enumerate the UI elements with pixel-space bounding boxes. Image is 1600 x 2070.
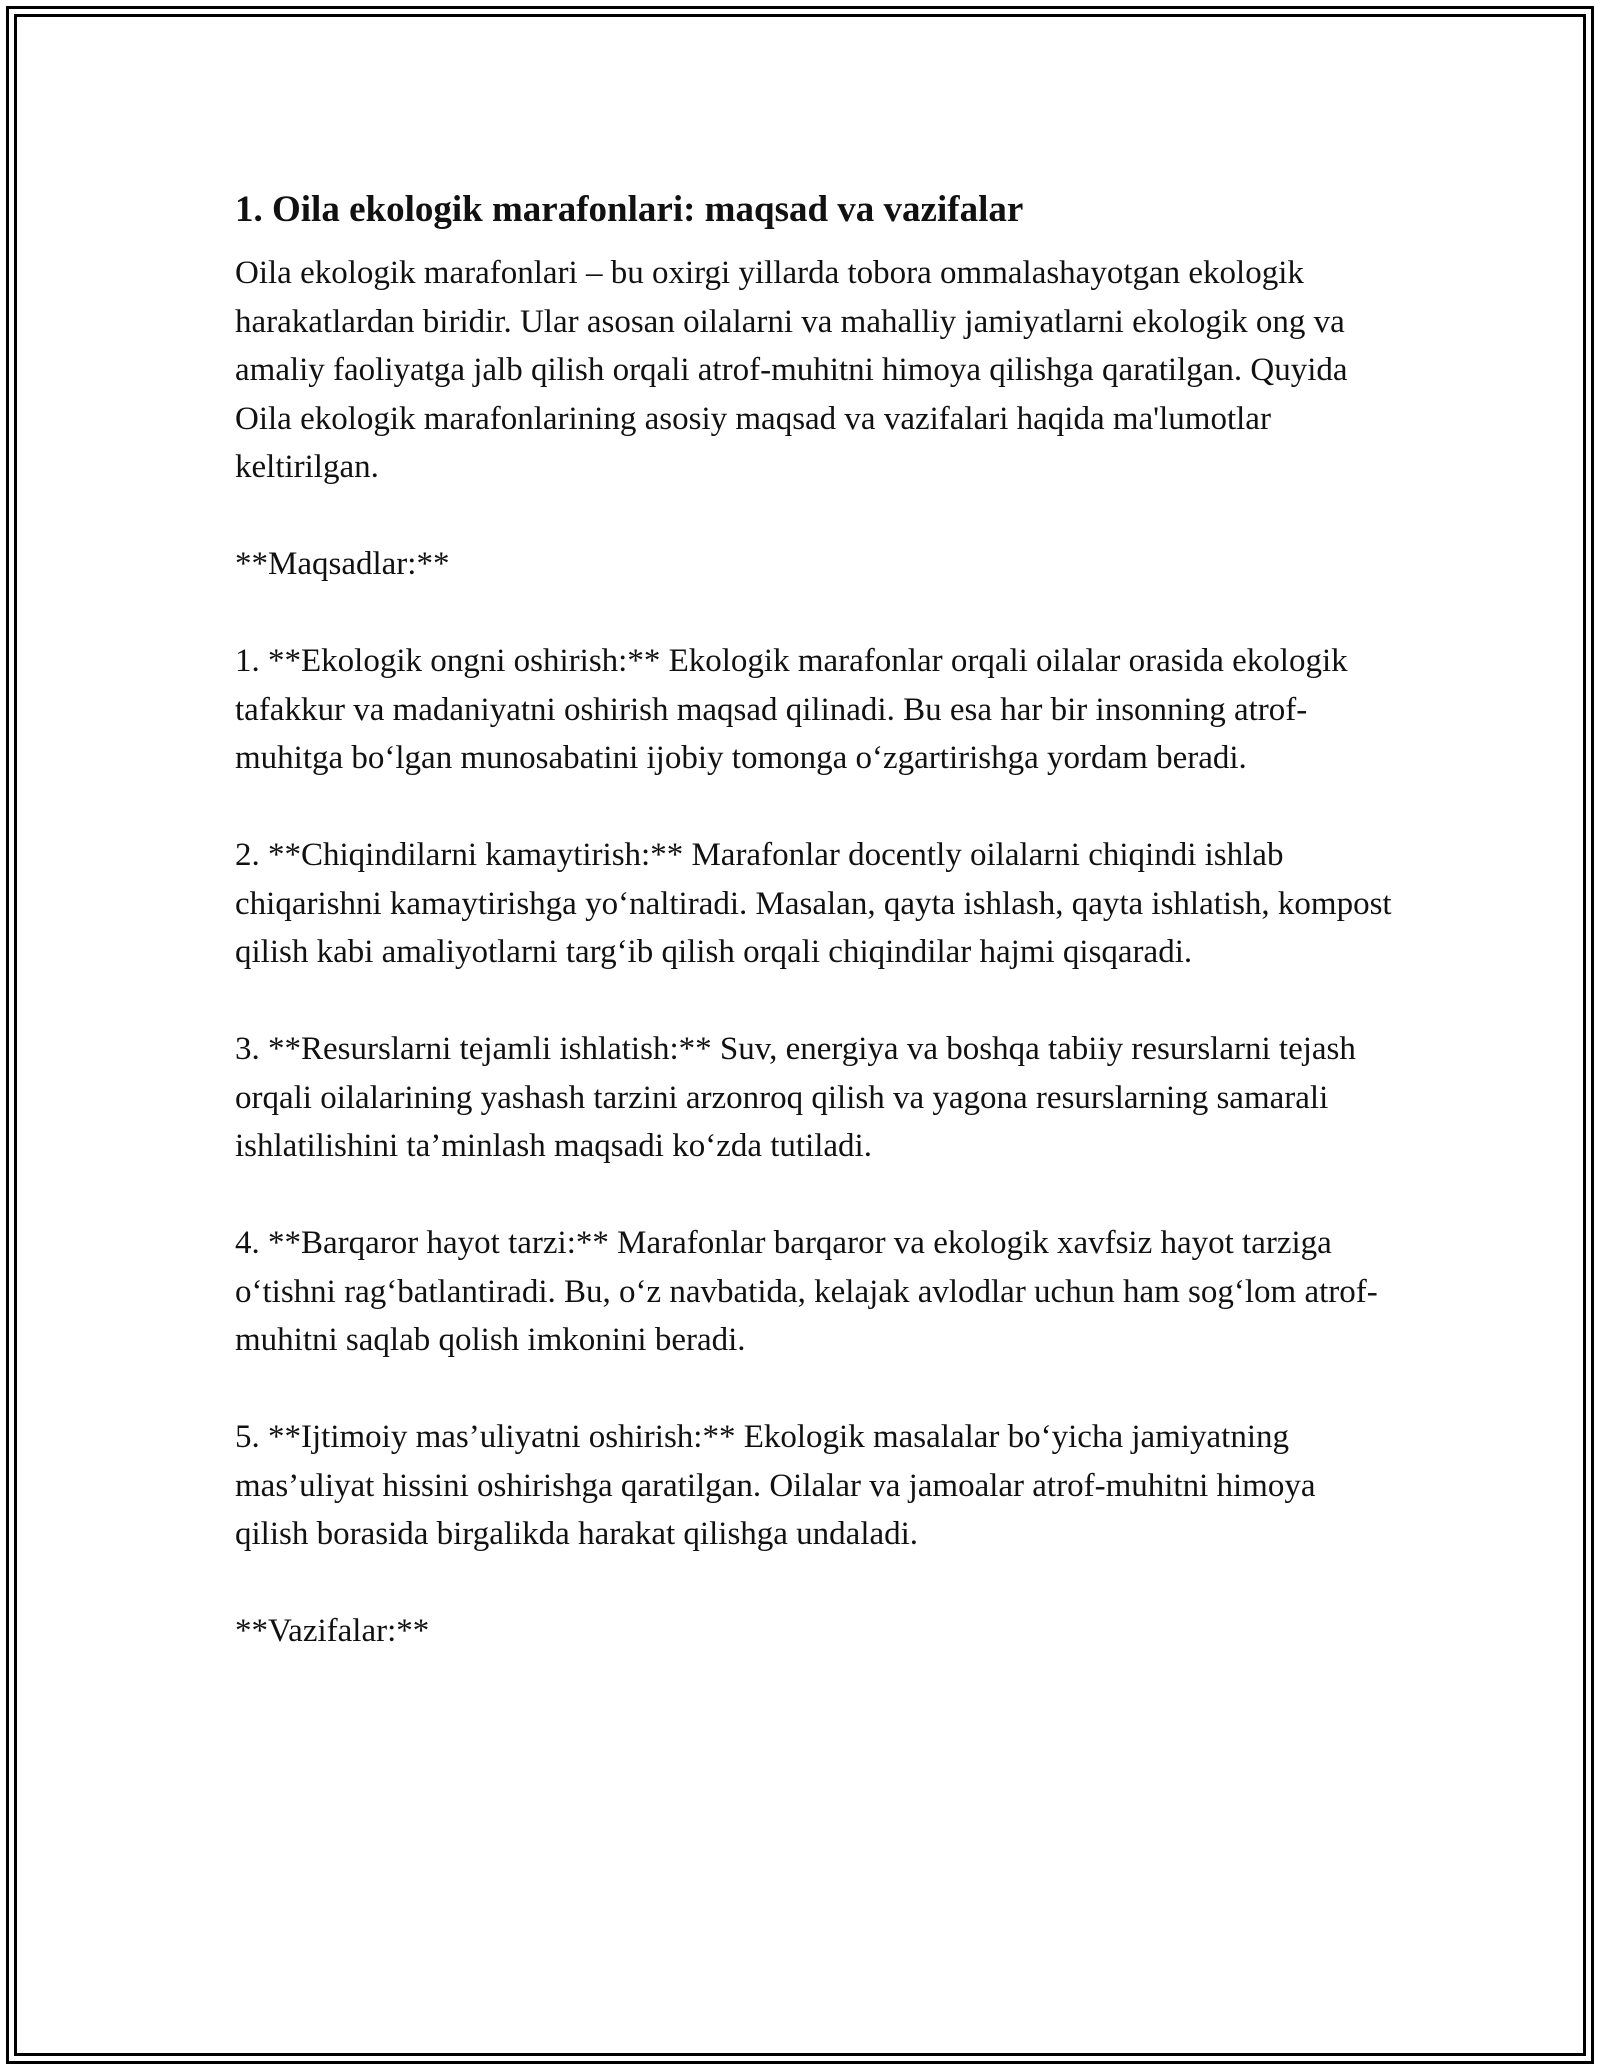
goal-item-5: 5. **Ijtimoiy mas’uliyatni oshirish:** Ekologik masalalar bo‘yicha jamiyatning mas’uliyat hissini oshirishga qaratilgan. Oilalar va jamoalar atrof-muhitni himoya qilish borasida birgalikda harakat qilishga undaladi.: [235, 1419, 1316, 1552]
tasks-label: **Vazifalar:**: [235, 1613, 430, 1649]
intro-paragraph: Oila ekologik marafonlari – bu oxirgi yillarda tobora ommalashayotgan ekologik harakatlardan biridir. Ular asosan oilalarni va mahalliy jamiyatlarni ekologik ong va amaliy faoliyatga jalb qilish orqali atrof-muhitni himoya qilishga qaratilgan. Quyida Oila ekologik marafonlarining asosiy maqsad va vazifalari haqida ma'lumotlar keltirilgan.: [235, 255, 1348, 485]
goal-item-2: 2. **Chiqindilarni kamaytirish:** Marafonlar docently oilalarni chiqindi ishlab chiqarishni kamaytirishga yo‘naltiradi. Masalan, qayta ishlash, qayta ishlatish, kompost qilish kabi amaliyotlarni targ‘ib qilish orqali chiqindilar hajmi qisqaradi.: [235, 837, 1392, 970]
goal-item-3: 3. **Resurslarni tejamli ishlatish:** Suv, energiya va boshqa tabiiy resurslarni tejash orqali oilalarining yashash tarzini arzonroq qilish va yagona resurslarning samarali ishlatilishini ta’minlash maqsadi ko‘zda tutiladi.: [235, 1031, 1356, 1164]
section-heading: 1. Oila ekologik marafonlari: maqsad va vazifalar: [235, 189, 1024, 230]
goal-item-4: 4. **Barqaror hayot tarzi:** Marafonlar barqaror va ekologik xavfsiz hayot tarziga o‘tishni rag‘batlantiradi. Bu, o‘z navbatida, kelajak avlodlar uchun ham sog‘lom atrof-muhitni saqlab qolish imkonini beradi.: [235, 1225, 1378, 1358]
goal-item-1: 1. **Ekologik ongni oshirish:** Ekologik marafonlar orqali oilalar orasida ekologik tafakkur va madaniyatni oshirish maqsad qilinadi. Bu esa har bir insonning atrof-muhitga bo‘lgan munosabatini ijobiy tomonga o‘zgartirishga yordam beradi.: [235, 643, 1348, 776]
goals-label: **Maqsadlar:**: [235, 546, 450, 582]
document-body: [235, 185, 1395, 1704]
